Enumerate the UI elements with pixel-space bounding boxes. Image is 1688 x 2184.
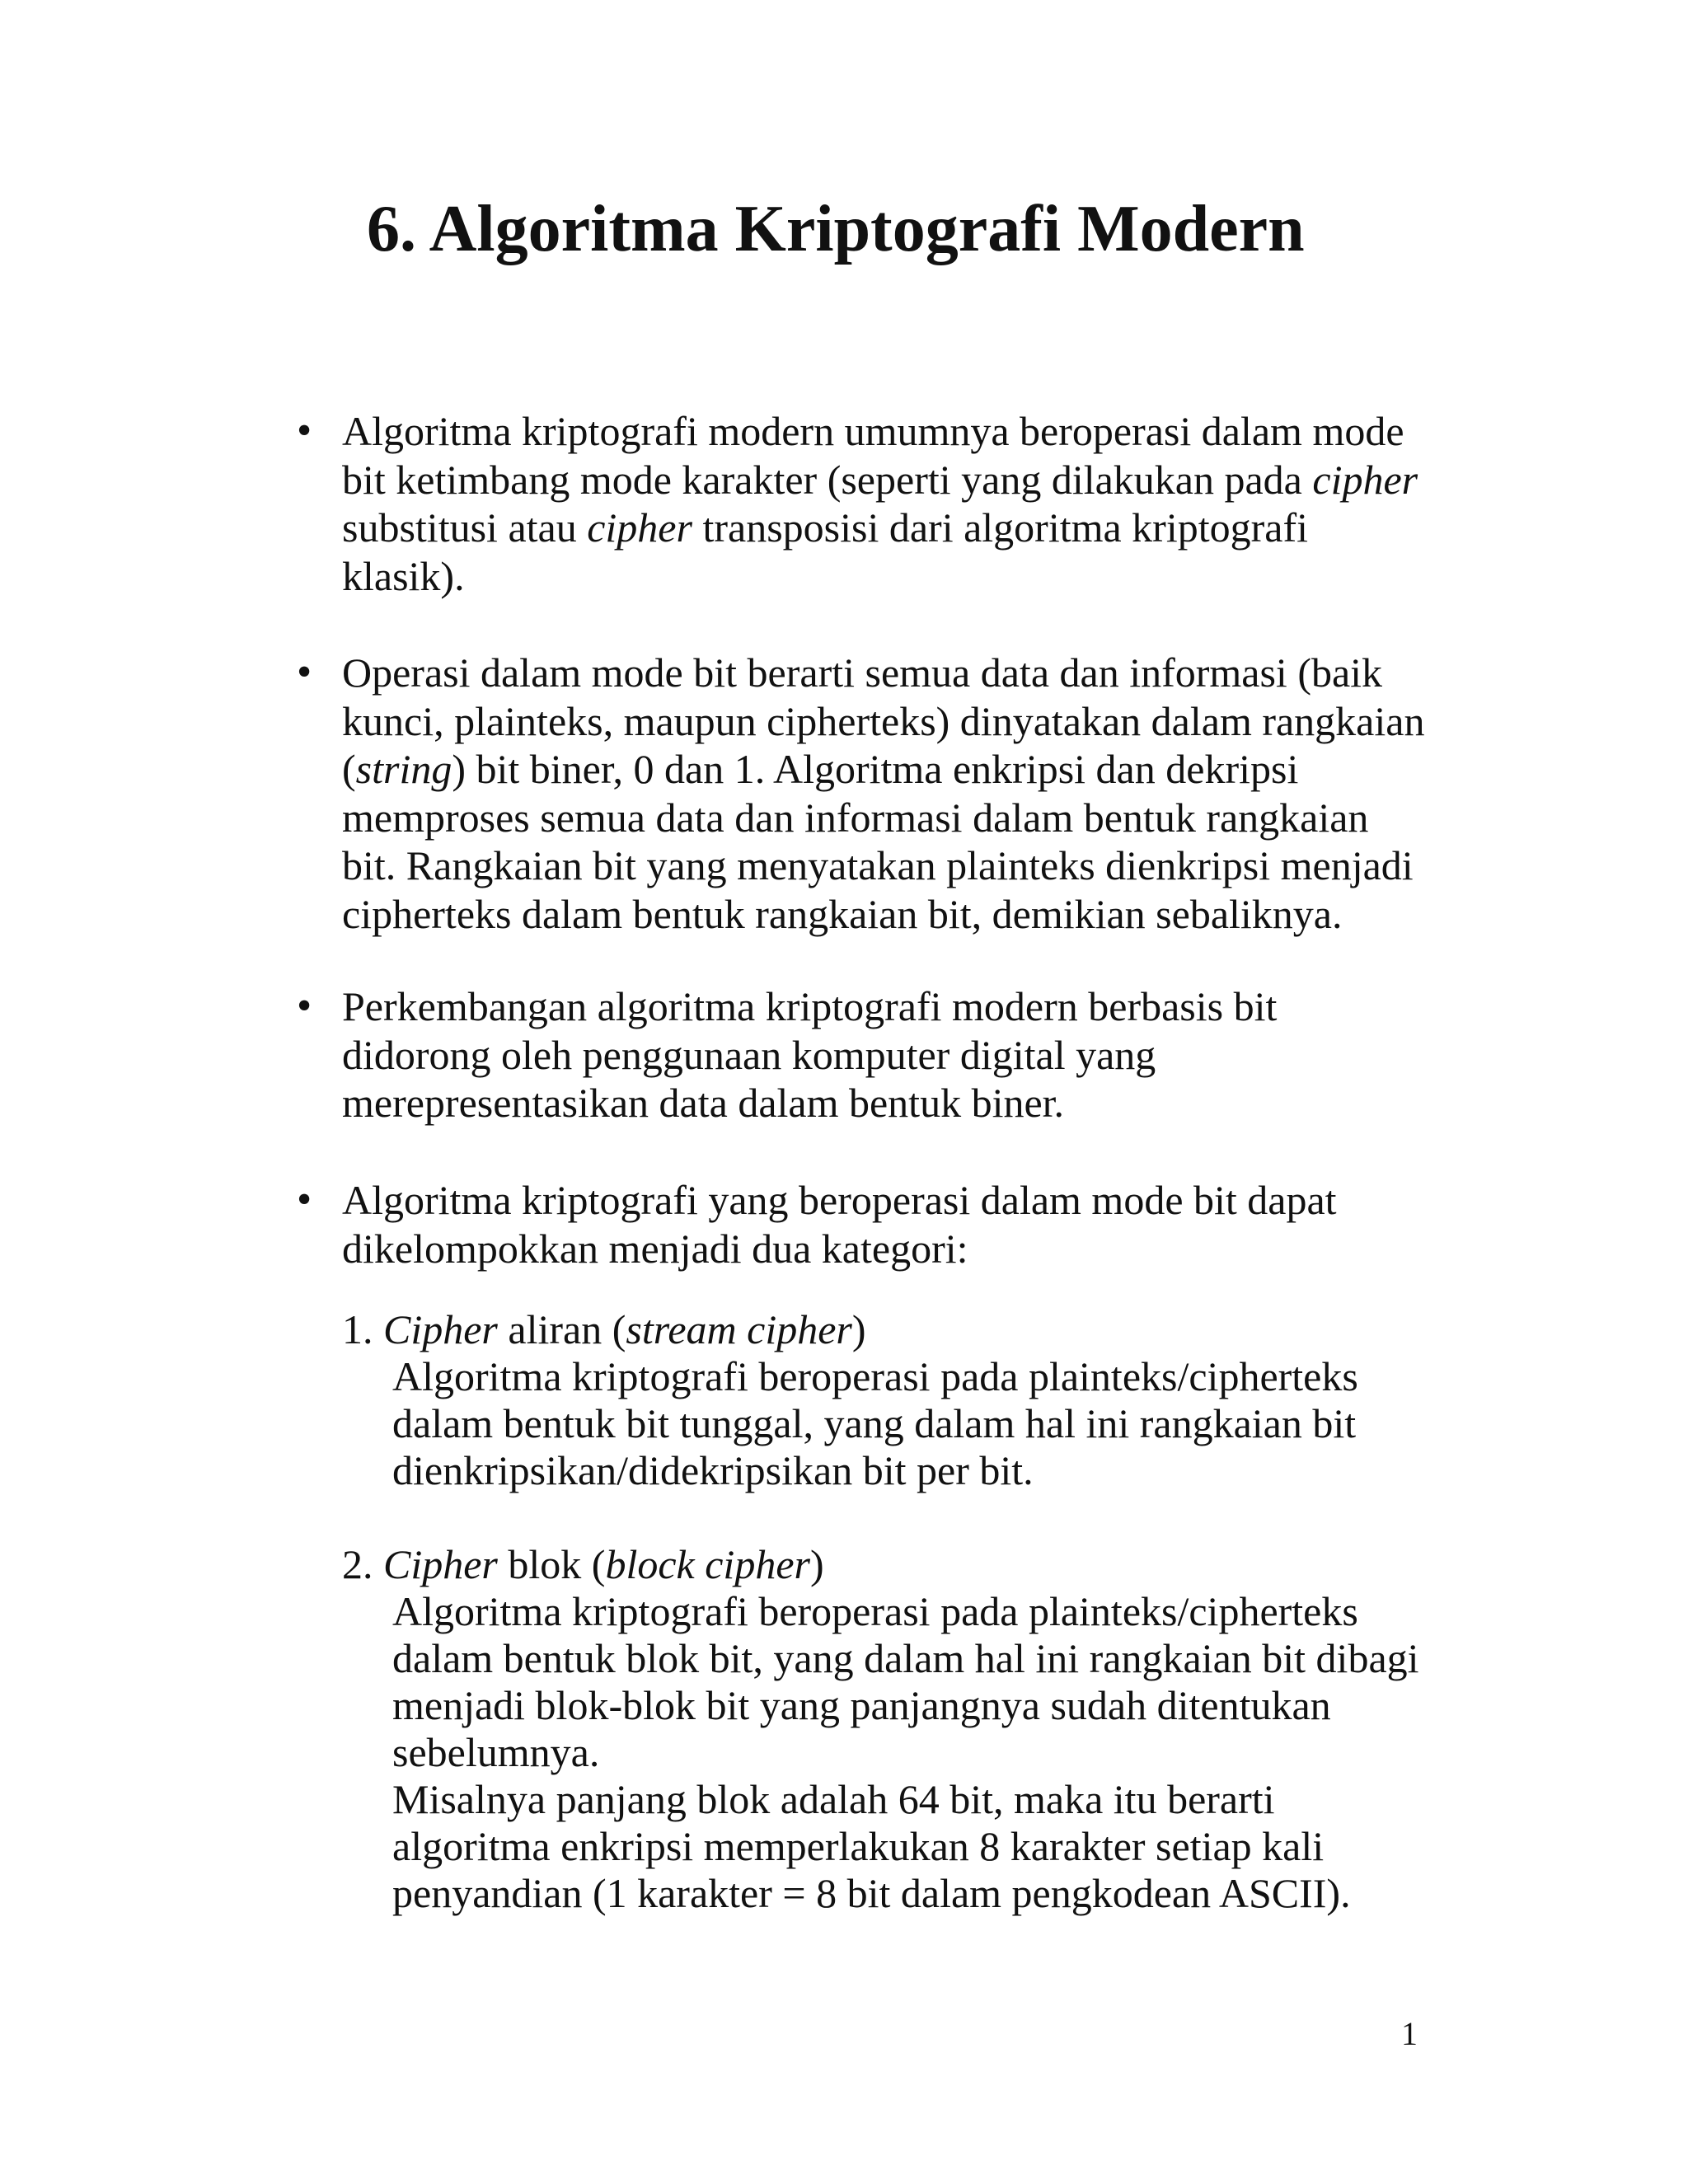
bullet-paragraph-4 bbox=[342, 1176, 1447, 1272]
text-line: bit. Rangkaian bit yang menyatakan plainteks dienkripsi menjadi bbox=[342, 842, 1414, 888]
text-line: Algoritma kriptografi modern umumnya beroperasi dalam mode bbox=[342, 408, 1404, 454]
text-line: memproses semua data dan informasi dalam bentuk rangkaian bbox=[342, 794, 1369, 841]
emphasis: cipher bbox=[587, 504, 692, 551]
text-line: algoritma enkripsi memperlakukan 8 karakter setiap kali bbox=[392, 1823, 1325, 1869]
text-line: merepresentasikan data dalam bentuk biner. bbox=[342, 1080, 1065, 1126]
category-description bbox=[342, 1353, 1447, 1494]
text-line: sebelumnya. bbox=[392, 1729, 600, 1775]
bullet-paragraph-3 bbox=[342, 982, 1447, 1127]
page-number: 1 bbox=[1401, 2015, 1418, 2052]
bullet-icon: • bbox=[297, 649, 312, 696]
category-heading: 1. Cipher aliran (stream cipher) bbox=[342, 1306, 866, 1352]
bullet-paragraph-1 bbox=[342, 407, 1447, 600]
text-line: menjadi blok-blok bit yang panjangnya sudah ditentukan bbox=[392, 1682, 1331, 1728]
emphasis: string bbox=[355, 746, 452, 792]
text-line: penyandian (1 karakter = 8 bit dalam pengkodean ASCII). bbox=[392, 1870, 1351, 1916]
text-line: cipherteks dalam bentuk rangkaian bit, demikian sebaliknya. bbox=[342, 890, 1343, 937]
text-line: Algoritma kriptografi yang beroperasi dalam mode bit dapat bbox=[342, 1177, 1337, 1223]
bullet-icon: • bbox=[297, 1176, 312, 1223]
text-line: Misalnya panjang blok adalah 64 bit, maka itu berarti bbox=[392, 1776, 1275, 1822]
category-block-cipher bbox=[342, 1541, 1447, 1917]
emphasis: cipher bbox=[1312, 456, 1418, 503]
text-line: klasik). bbox=[342, 552, 465, 599]
text-line: Algoritma kriptografi beroperasi pada plainteks/cipherteks bbox=[392, 1588, 1358, 1634]
text-line: Perkembangan algoritma kriptografi modern berbasis bit bbox=[342, 983, 1278, 1029]
category-heading: 2. Cipher blok (block cipher) bbox=[342, 1541, 824, 1587]
text-line: bit ketimbang mode karakter (seperti yang dilakukan pada cipher bbox=[342, 456, 1418, 503]
category-description bbox=[342, 1588, 1447, 1917]
text-line: Algoritma kriptografi beroperasi pada plainteks/cipherteks bbox=[392, 1353, 1358, 1399]
text-line: substitusi atau cipher transposisi dari algoritma kriptografi bbox=[342, 504, 1308, 551]
bullet-paragraph-2 bbox=[342, 649, 1447, 938]
text-line: kunci, plainteks, maupun cipherteks) dinyatakan dalam rangkaian bbox=[342, 697, 1425, 744]
page-title: 6. Algoritma Kriptografi Modern bbox=[367, 193, 1305, 265]
text-line: dalam bentuk blok bit, yang dalam hal ini rangkaian bit dibagi bbox=[392, 1635, 1419, 1681]
text-line: dalam bentuk bit tunggal, yang dalam hal ini rangkaian bit bbox=[392, 1400, 1357, 1446]
text-line: (string) bit biner, 0 dan 1. Algoritma enkripsi dan dekripsi bbox=[342, 746, 1299, 792]
bullet-icon: • bbox=[297, 407, 312, 454]
text-line: Operasi dalam mode bit berarti semua data dan informasi (baik bbox=[342, 649, 1383, 696]
text-line: dienkripsikan/didekripsikan bit per bit. bbox=[392, 1447, 1034, 1493]
category-stream-cipher bbox=[342, 1306, 1447, 1494]
text-line: didorong oleh penggunaan komputer digital yang bbox=[342, 1031, 1156, 1078]
bullet-icon: • bbox=[297, 982, 312, 1029]
text-line: dikelompokkan menjadi dua kategori: bbox=[342, 1225, 968, 1272]
